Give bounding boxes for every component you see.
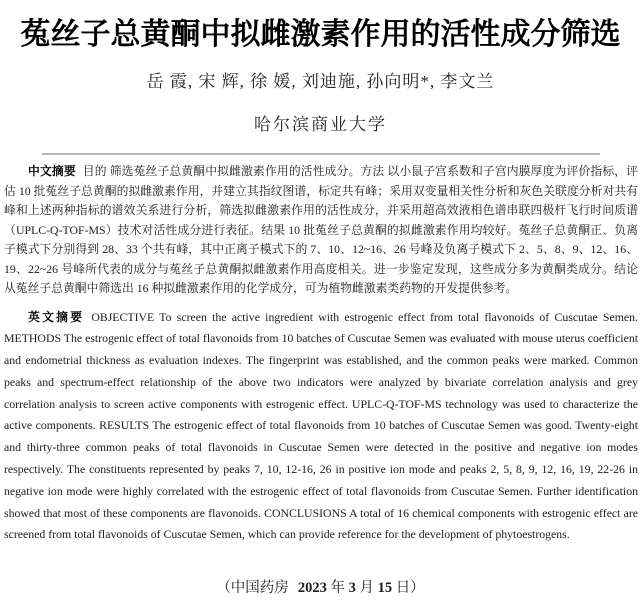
affiliation-line: 哈尔滨商业大学 [254,115,387,134]
citation-day: 15 [377,580,393,596]
citation-month: 3 [348,580,356,596]
citation-month-unit: 月 [355,580,378,596]
citation-year-unit: 年 [326,580,349,596]
abstract-english [4,307,638,547]
abstract-chinese-text: 目的 筛选菟丝子总黄酮中拟雌激素作用的活性成分。方法 以小鼠子宫系数和子宫内膜厚度为评价指标，评估 10 批菟丝子总黄酮的拟雌激素作用，并建立其指纹图谱，标定共有峰；采用双变量相关性分析和灰色关联度分析对共有峰和上述两种指标的谱效关系进行分析，筛选拟雌激素作用的活性成分，并采用超高效液相色谱串联四极杆飞行时间质谱（UPLC-Q-TOF-MS）技术对活性成分进行表征。结果 10 批菟丝子总黄酮的拟雌激素作用均较好。菟丝子总黄酮正、负离子模式下分别得到 28、33 个共有峰，其中正离子模式下的 7、10、12~16、26 号峰及负离子模式下 2、5、8、9、12、16、19、22~26 号峰所代表的成分与菟丝子总黄酮拟雌激素作用高度相关。进一步鉴定发现，这些成分多为黄酮类成分。结论 从菟丝子总黄酮中筛选出 16 种拟雌激素作用的化学成分，可为植物雌激素类药物的开发提供参考。 [4,164,638,295]
authors-line: 岳 霞, 宋 辉, 徐 媛, 刘迪施, 孙向明*, 李文兰 [146,72,495,91]
paper-title: 菟丝子总黄酮中拟雌激素作用的活性成分筛选 [20,18,621,51]
abstract-english-label: 英文摘要 [28,309,85,324]
divider-line [42,153,600,155]
abstract-chinese [4,162,638,299]
abstract-chinese-label: 中文摘要 [28,164,76,178]
abstract-english-text: OBJECTIVE To screen the active ingredient with estrogenic effect from total flavonoids of Cuscutae Semen. METHODS The estrogenic effect of total flavonoids from 10 batches of Cuscutae Semen was evaluated with mouse uterus coefficient and endometrial thickness as evaluation indexes. The fingerprint was established, and the common peaks were marked. Common peaks and spectrum-effect relationship of the above two indicators were analyzed by bivariate correlation analysis and grey correlation analysis to screen active components with estrogenic effect. UPLC-Q-TOF-MS technology was used to characterize the active components. RESULTS The estrogenic effect of total flavonoids from 10 batches of Cuscutae Semen was good. Twenty-eight and thirty-three common peaks of total flavonoids in Cuscutae Semen were detected in the positive and negative ion modes respectively. The constituents represented by peaks 7, 10, 12-16, 26 in positive ion mode and peaks 2, 5, 8, 9, 12, 16, 19, 22-26 in negative ion mode were highly correlated with the estrogenic effect of total flavonoids from Cuscutae Semen. Further identification showed that most of these components are flavonoids. CONCLUSIONS A total of 16 chemical components with estrogenic effect are screened from total flavonoids of Cuscutae Semen, which can provide reference for the development of phytoestrogens. [4,309,638,542]
citation-year: 2023 [297,580,327,596]
citation-day-unit: 日） [392,580,425,596]
journal-citation [0,578,641,598]
citation-journal-name: （中国药房 [216,580,289,596]
